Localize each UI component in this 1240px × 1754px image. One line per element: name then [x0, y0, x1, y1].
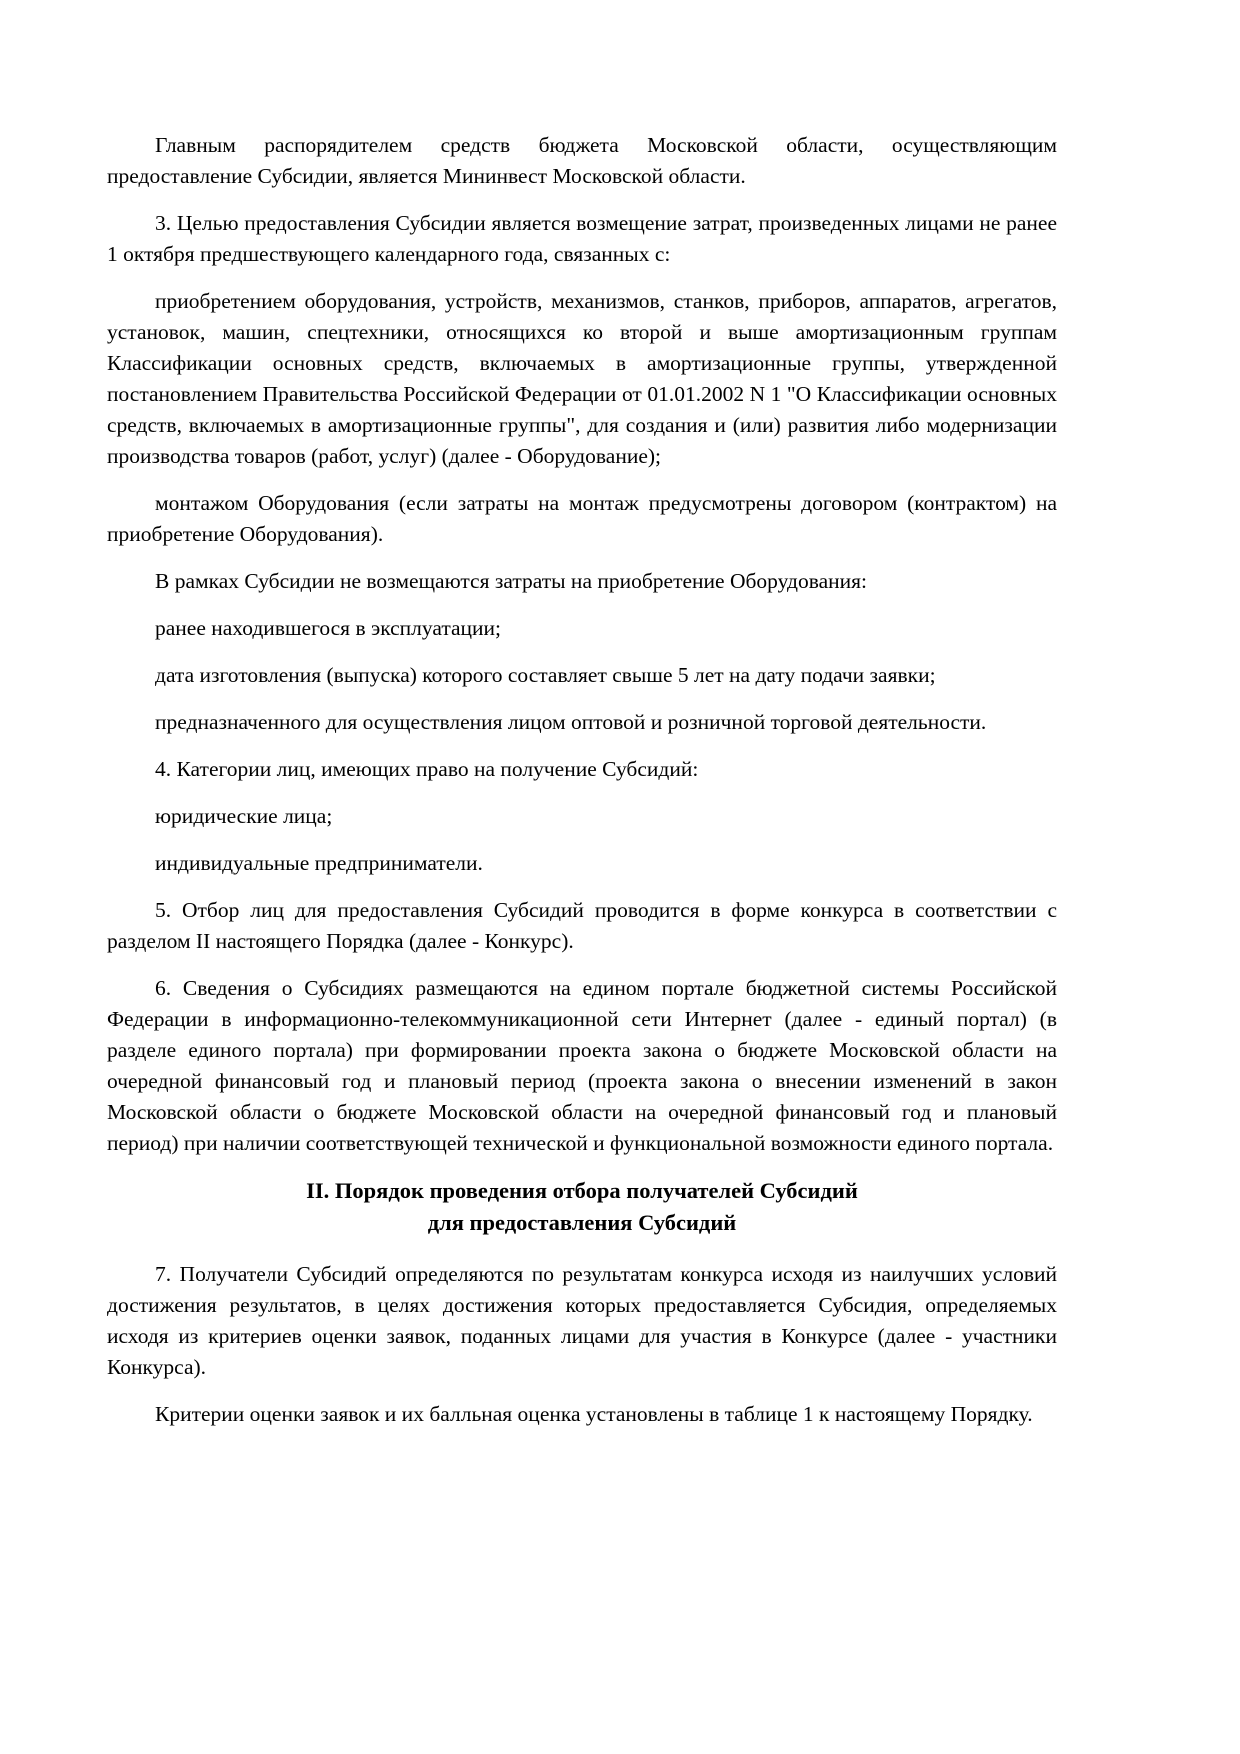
paragraph: ранее находившегося в эксплуатации; — [155, 616, 502, 640]
section-heading-line-2: для предоставления Субсидий — [427, 1210, 737, 1235]
section-heading — [107, 1175, 1057, 1239]
paragraph: дата изготовления (выпуска) которого составляет свыше 5 лет на дату подачи заявки; — [155, 663, 936, 687]
paragraph: 3. Целью предоставления Субсидии является возмещение затрат, произведенных лицами не ранее 1 октября предшествующего календарного года, связанных с: — [107, 211, 1057, 266]
paragraph: монтажом Оборудования (если затраты на монтаж предусмотрены договором (контрактом) на приобретение Оборудования). — [107, 491, 1057, 546]
paragraph: предназначенного для осуществления лицом оптовой и розничной торговой деятельности. — [155, 710, 987, 734]
paragraph: 5. Отбор лиц для предоставления Субсидий проводится в форме конкурса в соответствии с разделом II настоящего Порядка (далее - Конкурс). — [107, 898, 1057, 953]
paragraph: индивидуальные предприниматели. — [155, 851, 483, 875]
paragraph: приобретением оборудования, устройств, механизмов, станков, приборов, аппаратов, агрегатов, установок, машин, спецтехники, относящихся ко второй и выше амортизационным группам Классификации основных средств, включаемых в амортизационные группы, утвержденной постановлением Правительства Российской Федерации от 01.01.2002 N 1 "О Классификации основных средств, включаемых в амортизационные группы", для создания и (или) развития либо модернизации производства товаров (работ, услуг) (далее - Оборудование); — [107, 289, 1057, 468]
paragraph: В рамках Субсидии не возмещаются затраты на приобретение Оборудования: — [155, 569, 868, 593]
paragraph: Главным распорядителем средств бюджета Московской области, осуществляющим предоставление Субсидии, является Мининвест Московской области. — [107, 133, 1057, 188]
paragraph: 6. Сведения о Субсидиях размещаются на едином портале бюджетной системы Российской Федерации в информационно-телекоммуникационной сети Интернет (далее - единый портал) (в разделе единого портала) при формировании проекта закона о бюджете Московской области на очередной финансовый год и плановый период (проекта закона о внесении изменений в закон Московской области о бюджете Московской области на очередной финансовый год и плановый период) при наличии соответствующей технической и функциональной возможности единого портала. — [107, 976, 1057, 1155]
paragraph: 4. Категории лиц, имеющих право на получение Субсидий: — [155, 757, 699, 781]
section-heading-line-1: II. Порядок проведения отбора получателей Субсидий — [306, 1178, 858, 1203]
paragraph: Критерии оценки заявок и их балльная оценка установлены в таблице 1 к настоящему Порядку. — [155, 1402, 1033, 1426]
paragraph: 7. Получатели Субсидий определяются по результатам конкурса исходя из наилучших условий достижения результатов, в целях достижения которых предоставляется Субсидия, определяемых исходя из критериев оценки заявок, поданных лицами для участия в Конкурсе (далее - участники Конкурса). — [107, 1262, 1057, 1379]
paragraph: юридические лица; — [155, 804, 333, 828]
